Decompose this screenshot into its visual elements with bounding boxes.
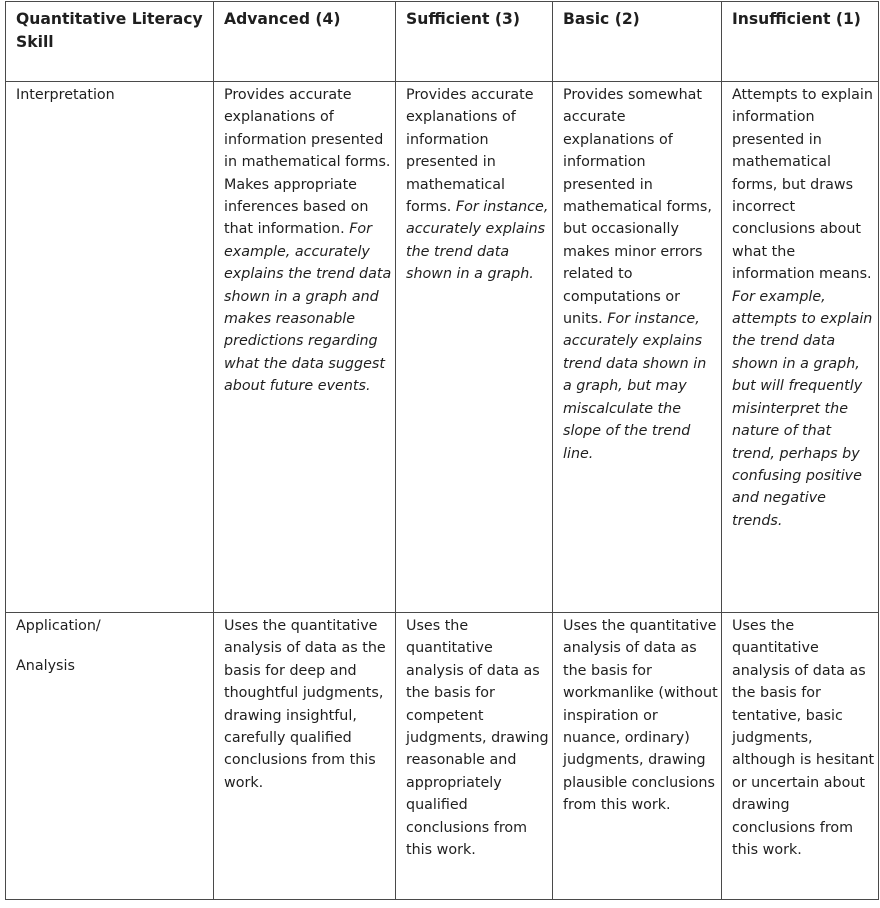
- skill-name: Application/: [16, 618, 101, 634]
- descriptor-text: Provides accurate explanations of information presented in mathematical forms. Makes appropriate inferences based on that information.: [224, 87, 391, 238]
- skill-cell: [6, 613, 214, 900]
- insufficient-cell: [722, 82, 879, 613]
- advanced-cell: [214, 82, 396, 613]
- descriptor-text: Attempts to explain information presented in mathematical forms, but draws incorrect conclusions about what the information means.: [732, 87, 873, 283]
- descriptor-example: For example, attempts to explain the trend data shown in a graph, but will frequently misinterpret the nature of that trend, perhaps by confusing positive and negative trends.: [732, 288, 873, 529]
- sufficient-cell: [396, 613, 553, 900]
- table-row-application-analysis: [6, 613, 879, 900]
- header-skill: Quantitative Literacy Skill: [6, 2, 214, 82]
- descriptor-example: For instance, accurately explains the trend data shown in a graph.: [406, 199, 549, 283]
- header-advanced: Advanced (4): [214, 2, 396, 82]
- descriptor-text: Uses the quantitative analysis of data as the basis for deep and thoughtful judgments, drawing insightful, carefully qualified conclusions from this work.: [224, 618, 386, 791]
- basic-cell: [553, 82, 722, 613]
- header-basic: Basic (2): [553, 2, 722, 82]
- insufficient-cell: [722, 613, 879, 900]
- descriptor-text: Uses the quantitative analysis of data as the basis for workmanlike (without inspiration or nuance, ordinary) judgments, drawing plausible conclusions from this work.: [563, 618, 718, 814]
- header-sufficient: Sufficient (3): [396, 2, 553, 82]
- descriptor-text: Uses the quantitative analysis of data as the basis for competent judgments, drawing reasonable and appropriately qualified conclusions from this work.: [406, 618, 549, 859]
- descriptor-text: Uses the quantitative analysis of data as the basis for tentative, basic judgments, although is hesitant or uncertain about drawing conclusions from this work.: [732, 618, 875, 859]
- skill-cell: [6, 82, 214, 613]
- header-row: [6, 2, 879, 82]
- basic-cell: [553, 613, 722, 900]
- header-insufficient: Insufficient (1): [722, 2, 879, 82]
- skill-name: Analysis: [16, 658, 75, 675]
- advanced-cell: [214, 613, 396, 900]
- skill-name: Interpretation: [16, 87, 115, 103]
- descriptor-example: For instance, accurately explains trend data shown in a graph, but may miscalculate the slope of the trend line.: [563, 311, 707, 462]
- descriptor-text: Provides somewhat accurate explanations of information presented in mathematical forms, but occasionally makes minor errors related to computations or units.: [563, 87, 712, 328]
- table-row-interpretation: [6, 82, 879, 613]
- rubric-table: [5, 1, 879, 900]
- descriptor-example: For example, accurately explains the trend data shown in a graph and makes reasonable predictions regarding what the data suggest about future events.: [224, 221, 392, 395]
- descriptor-text: Provides accurate explanations of information presented in mathematical forms.: [406, 87, 534, 216]
- sufficient-cell: [396, 82, 553, 613]
